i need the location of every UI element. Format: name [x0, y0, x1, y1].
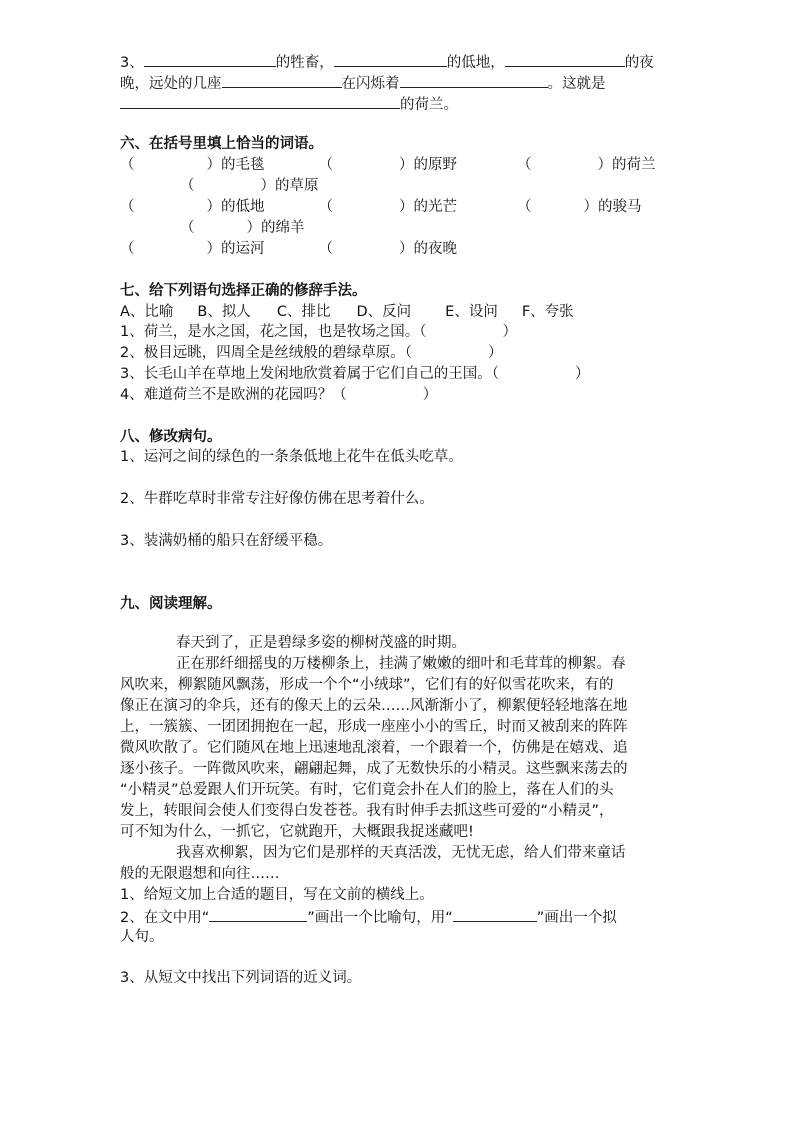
s7-heading: 七、给下列语句选择正确的修辞手法。	[120, 283, 367, 299]
s6-row-4	[180, 218, 305, 238]
s5-item-number: 3、	[120, 55, 144, 71]
blank-shining[interactable]	[400, 72, 548, 88]
passage-para-3-line-1: 我喜欢柳絮，因为它们是那样的天真活泼，无忧无虑，给人们带来童话	[176, 845, 626, 861]
question-text: ”画出一个比喻句，用“	[307, 910, 453, 926]
option-a: A、比喻	[120, 304, 174, 320]
option-f: F、夸张	[521, 304, 574, 320]
s5-text: 的夜	[624, 55, 654, 71]
s6-row-2	[180, 176, 319, 196]
passage-para-3-line-2: 般的无限遐想和向往……	[120, 866, 280, 882]
s7-options	[120, 302, 574, 322]
s5-line-3	[120, 93, 458, 115]
option-d: D、反问	[356, 304, 412, 320]
option-e: E、设问	[445, 304, 498, 320]
s6-row-3	[120, 197, 642, 217]
s6-item: ）的原野	[399, 157, 457, 173]
s7-q1	[120, 322, 517, 342]
s7-q4	[120, 385, 437, 405]
s6-item: ）的夜晚	[399, 241, 457, 257]
s6-item: ）的光芒	[399, 199, 457, 215]
question-text: 1、荷兰，是水之国，花之国，也是牧场之国。（	[120, 324, 427, 340]
s8-q1: 1、运河之间的绿色的一条条低地上花牛在低头吃草。	[120, 449, 463, 465]
option-b: B、拟人	[197, 304, 251, 320]
question-text: 3、长毛山羊在草地上发闲地欣赏着属于它们自己的王国。（	[120, 366, 499, 382]
s8-heading: 八、修改病句。	[120, 429, 222, 445]
paren: （	[120, 199, 135, 215]
s9-q1: 1、给短文加上合适的题目，写在文前的横线上。	[120, 887, 434, 903]
s8-q2: 2、牛群吃草时非常专注好像仿佛在思考着什么。	[120, 491, 434, 507]
paren: ）	[502, 324, 517, 340]
paren: （	[318, 199, 333, 215]
s5-text: 的低地，	[446, 55, 505, 71]
passage-para-2-line-7: “小精灵”总爱跟人们开玩笑。有时，它们竟会扑在人们的脸上，落在人们的头	[120, 782, 614, 798]
s5-text: 在闪烁着	[341, 76, 400, 92]
s6-item: ）的低地	[206, 199, 265, 215]
question-text: 2、极目远眺，四周全是丝绒般的碧绿草原。（	[120, 345, 412, 361]
blank-night[interactable]	[505, 51, 625, 67]
paren: ）	[574, 366, 590, 382]
paren: （	[318, 157, 333, 173]
paren: （	[318, 241, 333, 257]
s6-item: ）的草原	[260, 178, 319, 194]
blank-lowland[interactable]	[334, 51, 447, 67]
s9-heading: 九、阅读理解。	[120, 596, 222, 612]
s9-q2-line-2: 人句。	[120, 929, 164, 945]
paren: （	[120, 157, 135, 173]
option-c: C、排比	[276, 304, 331, 320]
question-text: 4、难道荷兰不是欧洲的花园吗？（	[120, 387, 347, 403]
s5-text: 的荷兰。	[400, 97, 458, 113]
paren: （	[180, 178, 195, 194]
paren: （	[517, 199, 532, 215]
personification-underline-sample	[453, 906, 537, 922]
passage-para-2-line-3: 像正在演习的伞兵，还有的像天上的云朵……风渐渐小了，柳絮便轻轻地落在地	[120, 698, 628, 714]
s6-item: ）的绵羊	[246, 220, 305, 236]
passage-para-2-line-9: 可不知为什么，一抓它，它就跑开，大概跟我捉迷藏吧!	[120, 824, 474, 840]
s7-q2	[120, 343, 502, 363]
passage-para-2-line-8: 发上，转眼间会使人们变得白发苍苍。我有时伸手去抓这些可爱的“小精灵”，	[120, 803, 614, 819]
s8-q3: 3、装满奶桶的船只在舒缓平稳。	[120, 533, 333, 549]
s5-line-2	[120, 72, 606, 94]
paren: （	[517, 157, 532, 173]
passage-para-2-line-5: 微风吹散了。它们随风在地上迅速地乱滚着，一个跟着一个，仿佛是在嬉戏、追	[120, 740, 628, 756]
s6-item: ）的毛毯	[206, 157, 265, 173]
s6-heading: 六、在括号里填上恰当的词语。	[120, 136, 323, 152]
s5-text: 晚，远处的几座	[120, 76, 222, 92]
s6-row-5	[120, 239, 457, 259]
metaphor-underline-sample	[209, 906, 307, 922]
paren: ）	[487, 345, 503, 361]
passage-para-1: 春天到了，正是碧绿多姿的柳树茂盛的时期。	[176, 635, 466, 651]
s6-item: ）的运河	[206, 241, 265, 257]
blank-livestock[interactable]	[144, 51, 276, 67]
blank-holland[interactable]	[120, 93, 400, 109]
question-text: 2、在文中用“	[120, 910, 210, 926]
s5-text: 的牲畜，	[275, 55, 334, 71]
s6-item: ）的荷兰	[597, 157, 656, 173]
s9-q2-line-1	[120, 906, 617, 928]
s7-q3	[120, 364, 589, 384]
passage-para-2-line-4: 上，一簇簇、一团团拥抱在一起，形成一座座小小的雪丘，时而又被刮来的阵阵	[120, 719, 628, 735]
blank-buildings[interactable]	[222, 72, 342, 88]
s6-row-1	[120, 155, 680, 175]
question-text: ”画出一个拟	[536, 910, 617, 926]
s5-line-1	[120, 51, 654, 73]
paren: ）	[422, 387, 438, 403]
s9-q3: 3、从短文中找出下列词语的近义词。	[120, 970, 362, 986]
passage-para-2-line-2: 风吹来，柳絮随风飘荡，形成一个个“小绒球”，它们有的好似雪花吹来，有的	[120, 677, 614, 693]
s5-text: 。这就是	[547, 76, 606, 92]
passage-para-2-line-6: 逐小孩子。一阵微风吹来，翩翩起舞，成了无数快乐的小精灵。这些飘来荡去的	[120, 761, 628, 777]
paren: （	[180, 220, 195, 236]
s6-item: ）的骏马	[583, 199, 642, 215]
passage-para-2-line-1: 正在那纤细摇曳的万楼柳条上，挂满了嫩嫩的细叶和毛茸茸的柳絮。春	[176, 656, 626, 672]
paren: （	[120, 241, 135, 257]
